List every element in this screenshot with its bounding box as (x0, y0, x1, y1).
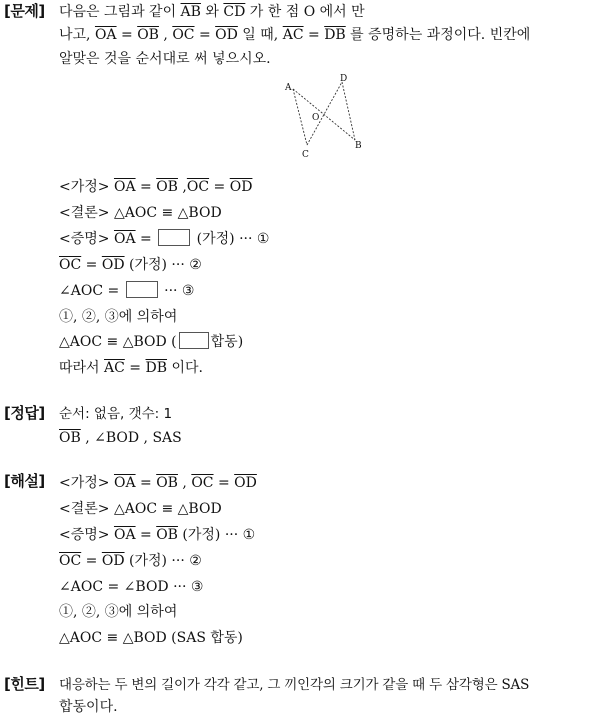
answer-blank-1[interactable] (158, 229, 190, 246)
answer-blank-2[interactable] (126, 281, 158, 298)
explanation-proof-line-4: ①, ②, ③에 의하여 (59, 604, 178, 620)
geometry-figure (280, 72, 370, 162)
answer-label: [정답] (4, 404, 45, 422)
explanation-label: [해설] (4, 472, 45, 490)
hint-line-2: 합동이다. (59, 699, 118, 715)
point-o-label: O (312, 113, 320, 123)
explanation-proof-line-1: <증명> $\overline{OA} = \overline{OB}$ (가정) ··· ① (59, 527, 256, 543)
hint-label: [힌트] (4, 675, 45, 693)
problem-conclusion: <결론> △AOC ≡ △BOD (59, 205, 222, 221)
explanation-hypothesis: <가정> $\overline{OA} = \overline{OB}$ , $\overline{OC} = \overline{OD}$ (59, 475, 257, 491)
point-c-label: C (302, 150, 309, 160)
answer-blank-3[interactable] (179, 332, 209, 349)
problem-proof-line-2: $\overline{OC} = \overline{OD}$ (가정) ··· ② (59, 257, 202, 273)
problem-proof-line-5: △AOC ≡ △BOD ( 합동) (59, 334, 244, 350)
segment-ac (293, 89, 307, 145)
explanation-proof-line-5: △AOC ≡ △BOD (SAS 합동) (59, 630, 243, 646)
problem-proof-line-1: <증명> $\overline{OA}$ = (가정) ··· ① (59, 231, 270, 247)
problem-hypothesis: <가정> $\overline{OA} = \overline{OB}$ $,\overline{OC} = \overline{OD}$ (59, 179, 253, 195)
hint-line-1: 대응하는 두 변의 길이가 각각 같고, 그 끼인각의 크기가 같을 때 두 삼각형은 SAS (59, 677, 530, 693)
problem-intro-line-3: 알맞은 것을 순서대로 써 넣으시오. (59, 51, 271, 67)
problem-label: [문제] (4, 2, 45, 20)
explanation-proof-line-3: ∠AOC = ∠BOD ··· ③ (59, 579, 204, 595)
problem-proof-line-6: 따라서 $\overline{AC} = \overline{DB}$ 이다. (59, 360, 203, 376)
answer-line-1: 순서: 없음, 갯수: 1 (59, 406, 173, 422)
answer-line-2: $\overline{OB}$ , ∠BOD , SAS (59, 430, 182, 446)
point-d-label: D (340, 74, 348, 84)
problem-intro-line-2: 나고, $\overline{OA} = \overline{OB}$ , $\overline{OC} = \overline{OD}$ 일 때, $\overline{AC} = \overline{DB}$ 를 증명하는 과정이다. 빈칸에 (59, 27, 531, 43)
point-b-label: B (355, 141, 362, 151)
explanation-conclusion: <결론> △AOC ≡ △BOD (59, 501, 222, 517)
problem-intro-line-1: 다음은 그림과 같이 $\overline{AB}$ 와 $\overline{CD}$ 가 한 점 O 에서 만 (59, 4, 365, 20)
problem-proof-line-3: ∠AOC = ··· ③ (59, 283, 195, 299)
explanation-proof-line-2: $\overline{OC} = \overline{OD}$ (가정) ··· ② (59, 553, 202, 569)
point-a-label: A (285, 83, 292, 93)
problem-proof-line-4: ①, ②, ③에 의하여 (59, 309, 178, 325)
